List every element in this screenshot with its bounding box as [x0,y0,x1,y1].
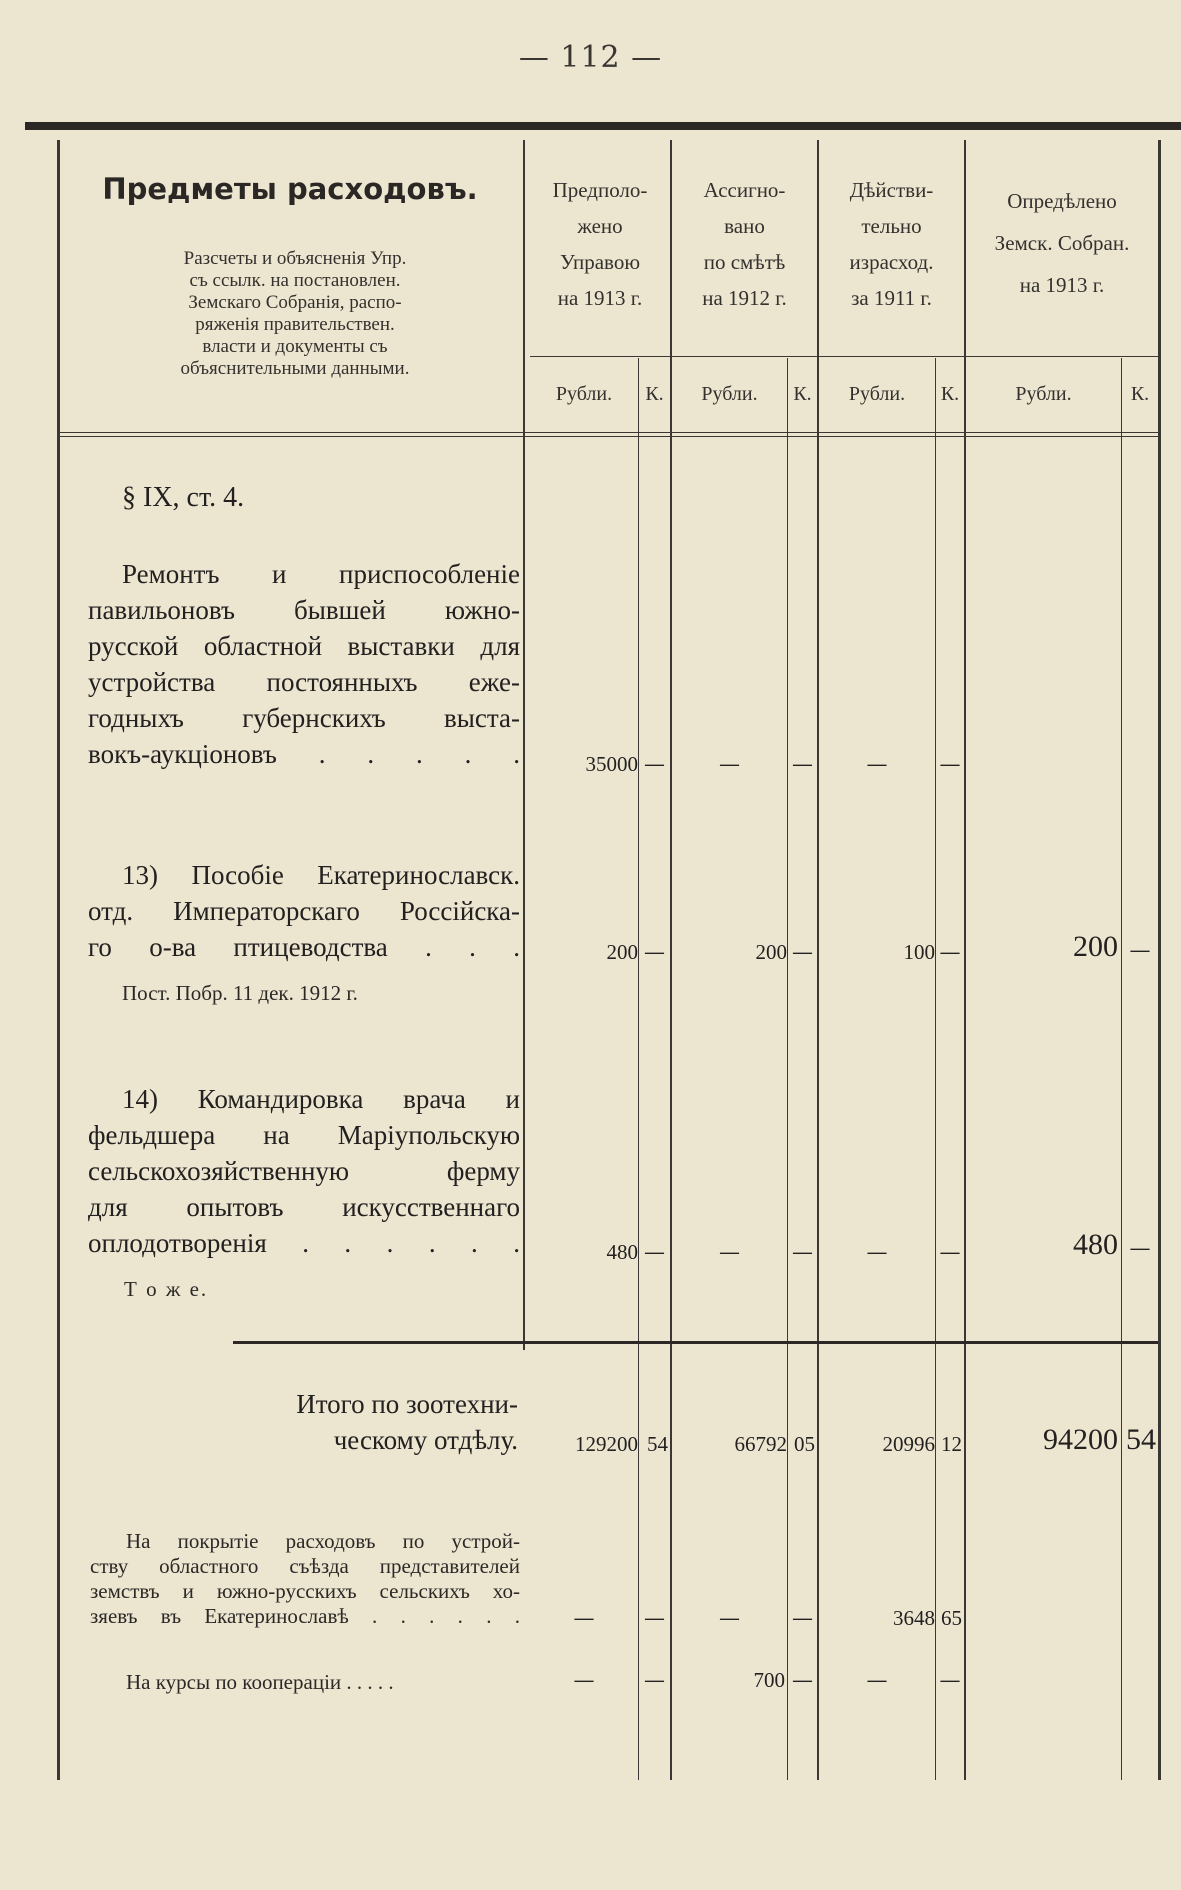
item13-proposed-rub: 200 [606,940,638,964]
congress-proposed-rub: — [573,1606,595,1630]
item14-proposed-rub: 480 [606,1240,638,1264]
unit-kop-3: К. [940,383,960,405]
subtitle-line: Земскаго Собранія, распо- [188,292,402,313]
column-header-assigned: Ассигно- вано по смѣтѣ на 1912 г. [702,178,787,310]
kop-sep-2 [787,358,788,1780]
unit-rub-4: Рубли. [1015,383,1072,405]
total-spent-rub: 20996 [882,1432,935,1456]
unit-kop-4: К. [1130,383,1150,405]
remont-proposed-rub: 35000 [585,752,638,776]
unit-rub-1: Рубли. [555,383,613,405]
kop-sep-4 [1121,358,1122,1780]
kop-sep-3 [935,358,936,1780]
section-heading: § IX, ст. 4. [122,482,245,513]
top-rule [25,122,1181,130]
courses-proposed-rub: — [573,1668,595,1692]
item-13-note: Пост. Побр. 11 дек. 1912 г. [122,981,358,1005]
remont-spent-kop: — [939,752,961,776]
kop-sep-1 [638,358,639,1780]
item14-proposed-kop: — [644,1240,665,1264]
col-sep-desc [523,140,525,1350]
item14-determined-kop: — [1129,1236,1151,1260]
item14-determined-rub: 480 [1073,1228,1118,1261]
item13-proposed-kop: — [644,940,665,964]
congress-proposed-kop: — [644,1606,665,1630]
total-spent-kop: 12 [941,1432,962,1456]
item-remont-text: Ремонтъ и приспособленіе павильоновъ бывшей южно- русской областной выставки для устройства постоянныхъ еже- годныхъ губернскихъ выста- вокъ-аукціоновъ . . . . . [88,559,520,769]
total-assigned-kop: 05 [794,1432,815,1456]
total-proposed-rub: 129200 [575,1432,638,1456]
column-header-proposed: Предполо- жено Управою на 1913 г. [552,178,648,310]
item-14-text: 14) Командировка врача и фельдшера на Маріупольскую сельскохозяйственную ферму для опытовъ искусственнаго оплодотворенія . . . . . . [88,1084,520,1258]
subtitle-line: Разсчеты и объясненія Упр. [183,248,407,269]
header-bottom-rule [60,432,1158,437]
subtitle-line: ряженія правительствен. [195,314,395,335]
header-units-rule [530,356,1158,357]
total-proposed-kop: 54 [647,1432,668,1456]
remont-assigned-rub: — [719,752,740,776]
courses-spent-kop: — [939,1668,961,1692]
congress-spent-rub: 3648 [893,1606,935,1630]
congress-assigned-rub: — [719,1606,740,1630]
page-number: — 112 — [518,40,663,75]
item-courses-text: На курсы по кооперацiи . . . . . [126,1670,394,1694]
item14-assigned-kop: — [792,1240,813,1264]
total-rule [233,1341,1158,1344]
courses-spent-rub: — [866,1668,888,1692]
unit-kop-1: К. [645,383,664,405]
table-right-border [1158,140,1161,1780]
courses-assigned-rub: 700 [753,1668,785,1692]
subtitle-line: съ ссылк. на постановлен. [189,270,401,291]
subtitle-line: объяснительными данными. [180,358,410,379]
item13-determined-rub: 200 [1073,930,1118,963]
item13-spent-kop: — [939,940,961,964]
item-14-note: Т о ж е. [124,1277,209,1301]
total-text: Итого по зоотехни- ческому отдѣлу. [296,1389,518,1455]
item13-assigned-kop: — [792,940,813,964]
courses-assigned-kop: — [792,1668,813,1692]
item-13-text: 13) Пособіе Екатеринославск. отд. Императорскаго Россійска- го о-ва птицеводства . . . [88,860,520,962]
column-header-determined: Опредѣлено Земск. Собран. на 1913 г. [994,189,1130,297]
total-determined-kop: 54 [1126,1423,1156,1456]
remont-proposed-kop: — [644,752,665,776]
congress-assigned-kop: — [792,1606,813,1630]
congress-spent-kop: 65 [941,1606,962,1630]
unit-rub-3: Рубли. [848,383,906,405]
table-title: Предметы расходовъ. [102,172,478,206]
item13-determined-kop: — [1129,938,1151,962]
total-determined-rub: 94200 [1043,1423,1118,1456]
remont-spent-rub: — [866,752,888,776]
total-assigned-rub: 66792 [734,1432,787,1456]
item14-spent-kop: — [939,1240,961,1264]
table-left-border [57,140,60,1780]
column-header-spent: Дѣйстви- тельно израсход. за 1911 г. [849,178,934,310]
unit-kop-2: К. [793,383,812,405]
courses-proposed-kop: — [644,1668,665,1692]
table-subtitle [120,248,470,380]
item-congress-text: На покрытіе расходовъ по устрой- ству областного съѣзда представителей земствъ и южно-русскихъ сельскихъ хо- зяевъ въ Екатеринославѣ . . . . . . [90,1529,520,1628]
item13-spent-rub: 100 [903,940,935,964]
subtitle-line: власти и документы съ [202,336,388,357]
item14-spent-rub: — [866,1240,888,1264]
item14-assigned-rub: — [719,1240,740,1264]
remont-assigned-kop: — [792,752,813,776]
item13-assigned-rub: 200 [755,940,787,964]
unit-rub-2: Рубли. [701,383,758,405]
